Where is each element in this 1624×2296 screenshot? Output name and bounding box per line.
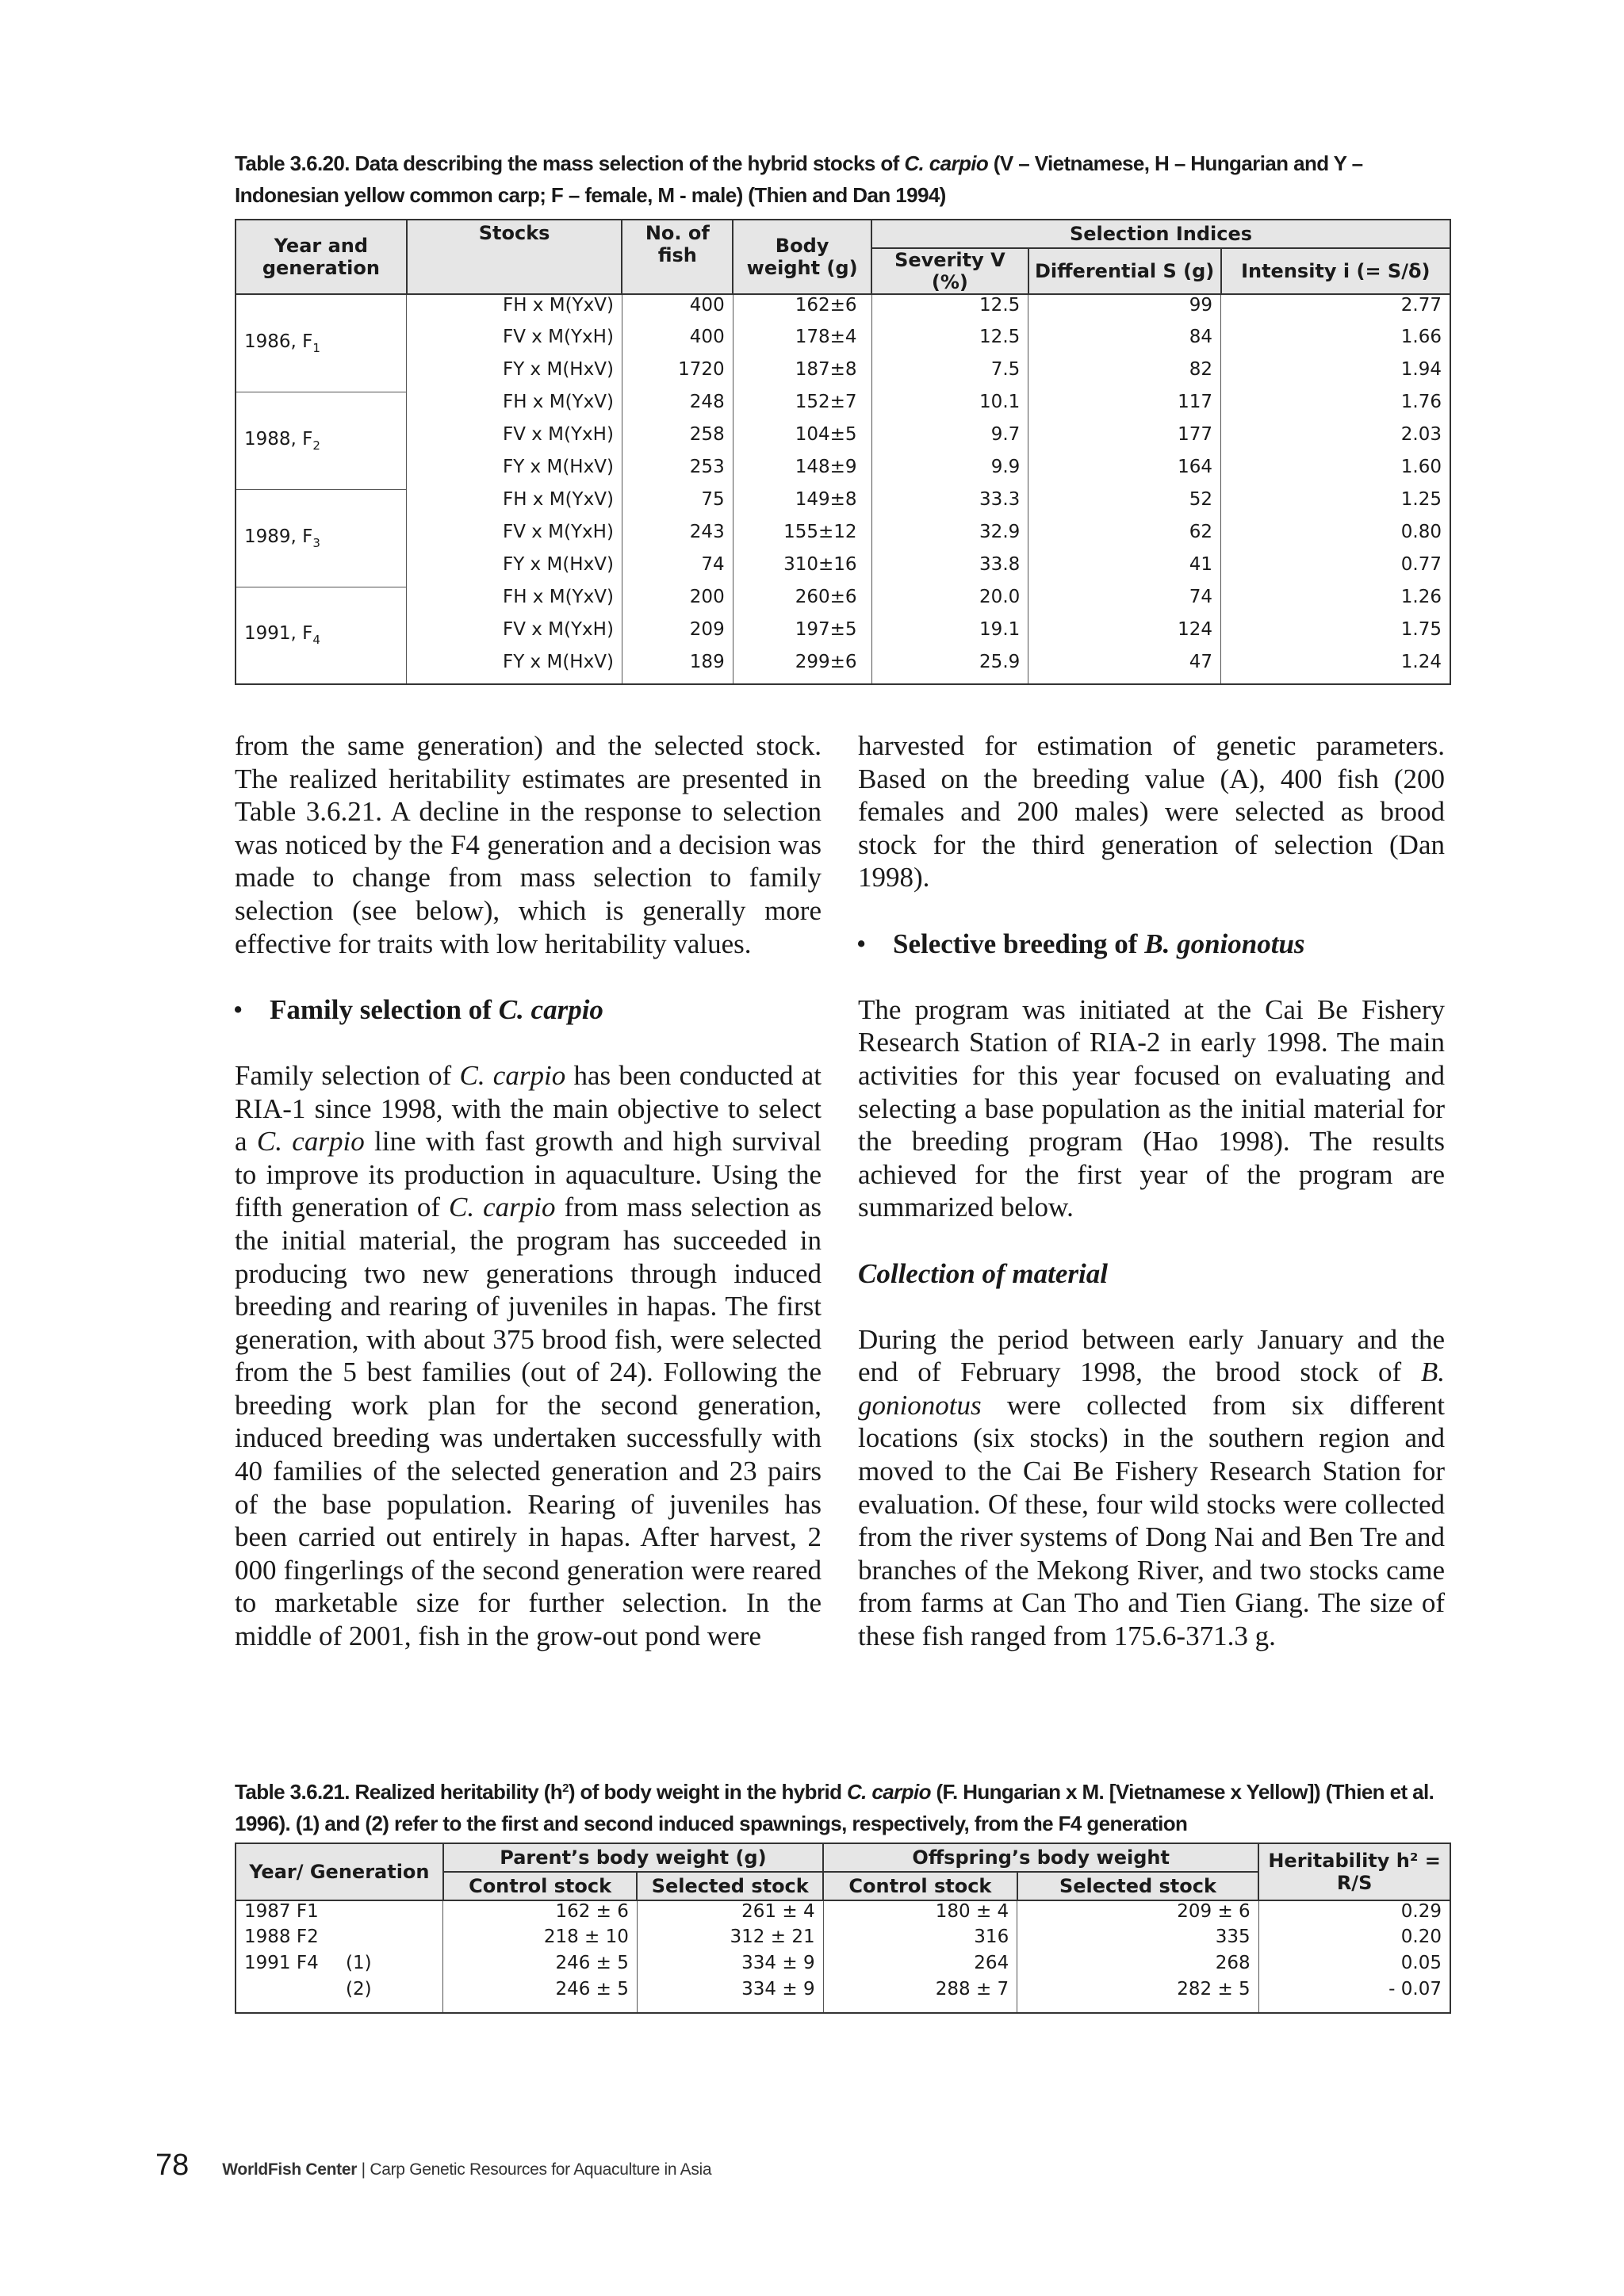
generation-subscript: 2	[312, 438, 320, 453]
body-weight-cell: 299±6	[733, 652, 871, 684]
heading-text: Family selection of	[270, 993, 499, 1025]
stock-cell: FY x M(HxV)	[407, 457, 622, 489]
table-row	[236, 359, 1450, 392]
table-row	[236, 489, 1450, 522]
table-row	[236, 1979, 1450, 2005]
heading-species: C. carpio	[498, 993, 603, 1025]
table-caption-3-6-20	[235, 147, 1440, 211]
paragraph: During the period between early January and the end of February 1998, the brood stock of B. gonionotus were collected from six different locations (six stocks) in the southern region and moved to the Cai Be Fishery Research Station for evaluation. Of these, four wild stocks were collected from the river systems of Dong Nai and Ben Tre and branches of the Mekong River, and two stocks came from farms at Can Tho and Tien Giang. The size of these fish ranged from 175.6-371.3 g.	[858, 1323, 1445, 1652]
parent-selected-cell: 312 ± 21	[637, 1927, 823, 1953]
offspring-selected-cell: 209 ± 6	[1017, 1900, 1258, 1927]
stock-cell: FH x M(YxV)	[407, 392, 622, 424]
severity-cell: 32.9	[871, 522, 1028, 554]
generation-subscript: 3	[312, 535, 320, 550]
section-heading-selective-breeding	[858, 928, 1445, 961]
paragraph: harvested for estimation of genetic parameters. Based on the breeding value (A), 400 fish (200 females and 200 males) were selected as brood stock for the third generation of selection (Dan 1998).	[858, 730, 1445, 894]
generation-subscript: 1	[312, 340, 320, 355]
header-selection-indices: Selection Indices	[871, 220, 1450, 248]
header-year-generation: Year and generation	[236, 220, 407, 294]
stock-cell: FV x M(YxH)	[407, 327, 622, 359]
fish-count-cell: 200	[622, 587, 733, 619]
right-text-column	[858, 729, 1445, 1653]
stock-cell: FV x M(YxH)	[407, 522, 622, 554]
stock-cell: FH x M(YxV)	[407, 489, 622, 522]
body-weight-cell: 178±4	[733, 327, 871, 359]
stock-cell: FH x M(YxV)	[407, 294, 622, 327]
body-weight-cell: 310±16	[733, 554, 871, 587]
header-differential: Differential S (g)	[1028, 248, 1221, 294]
intensity-cell: 1.26	[1221, 587, 1451, 619]
body-weight-cell: 104±5	[733, 424, 871, 457]
intensity-cell: 0.80	[1221, 522, 1451, 554]
severity-cell: 7.5	[871, 359, 1028, 392]
bullet-icon: •	[233, 993, 243, 1025]
parent-selected-cell: 334 ± 9	[637, 1953, 823, 1979]
intensity-cell: 1.24	[1221, 652, 1451, 684]
header-body-weight: Body weight (g)	[733, 220, 871, 294]
intensity-cell: 1.66	[1221, 327, 1451, 359]
heritability-cell: 0.20	[1258, 1927, 1450, 1953]
intensity-cell: 2.77	[1221, 294, 1451, 327]
heritability-cell: 0.29	[1258, 1900, 1450, 1927]
offspring-control-cell: 316	[823, 1927, 1017, 1953]
offspring-control-cell: 180 ± 4	[823, 1900, 1017, 1927]
table-row	[236, 1900, 1450, 1927]
table-caption-3-6-21: Table 3.6.21. Realized heritability $(h^2)$ of body weight in the hybrid C. carpio (F. Hungarian x M. [Vietnamese x Yellow]) (Thien et al. 1996). (1) and (2) refer to the first and second induced spawnings, respectively, from the F4 generation	[235, 1780, 1434, 1835]
fish-count-cell: 400	[622, 294, 733, 327]
year-generation-cell: 1986, $F_1$	[236, 294, 407, 392]
table-row	[236, 554, 1450, 587]
heading-species: B. gonionotus	[1144, 928, 1305, 959]
table-row	[236, 424, 1450, 457]
paragraph: The program was initiated at the Cai Be Fishery Research Station of RIA-2 in early 1998. The main activities for this year focused on evaluating and selecting a base population as the initial material for the breeding program (Hao 1998). The results achieved for the first year of the program are summarized below.	[858, 993, 1445, 1223]
caption-species: C. carpio	[904, 151, 989, 175]
fish-count-cell: 243	[622, 522, 733, 554]
generation-subscript: 4	[312, 633, 320, 648]
offspring-selected-cell: 268	[1017, 1953, 1258, 1979]
severity-cell: 25.9	[871, 652, 1028, 684]
offspring-selected-cell: 282 ± 5	[1017, 1979, 1258, 2005]
heritability-cell: - 0.07	[1258, 1979, 1450, 2005]
section-heading-family-selection	[235, 993, 822, 1027]
paragraph: Family selection of C. carpio has been conducted at RIA-1 since 1998, with the main objective to select a C. carpio line with fast growth and high survival to improve its production in aquaculture. Using the fifth generation of C. carpio from mass selection as the initial material, the program has succeeded in producing two new generations through induced breeding and rearing of juveniles in hapas. The first generation, with about 375 brood fish, were selected from the 5 best families (out of 24). Following the breeding work plan for the second generation, induced breeding was undertaken successfully with 40 families of the selected generation and 23 pairs of the base population. Rearing of juveniles has been carried out entirely in hapas. After harvest, 2 000 fingerlings of the second generation were reared to marketable size for further selection. In the middle of 2001, fish in the grow-out pond were	[235, 1059, 822, 1652]
differential-cell: 41	[1028, 554, 1221, 587]
caption-text: (V – Vietnamese, H – Hungarian and Y – Indonesian yellow common carp; F – female, M - male) (Thien and Dan 1994)	[235, 151, 1363, 207]
differential-cell: 47	[1028, 652, 1221, 684]
header-offspring-weight: Offspring’s body weight	[823, 1843, 1258, 1872]
stock-cell: FY x M(HxV)	[407, 554, 622, 587]
mass-selection-table	[235, 219, 1451, 685]
year-generation-cell: 1991, $F_4$	[236, 587, 407, 684]
differential-cell: 177	[1028, 424, 1221, 457]
footer-running-title: WorldFish Center | Carp Genetic Resources for Aquaculture in Asia	[222, 2160, 712, 2179]
intensity-cell: 1.75	[1221, 619, 1451, 652]
table-row	[236, 522, 1450, 554]
year-generation-cell: 1988 F2	[236, 1927, 443, 1953]
severity-cell: 33.3	[871, 489, 1028, 522]
table-row	[236, 457, 1450, 489]
stock-cell: FY x M(HxV)	[407, 359, 622, 392]
heading-text: Selective breeding of	[893, 928, 1145, 959]
paragraph: from the same generation) and the selected stock. The realized heritability estimates are presented in Table 3.6.21. A decline in the response to selection was noticed by the F4 generation and a decision was made to change from mass selection to family selection (see below), which is generally more effective for traits with low heritability values.	[235, 730, 822, 959]
fish-count-cell: 248	[622, 392, 733, 424]
severity-cell: 9.7	[871, 424, 1028, 457]
fish-count-cell: 400	[622, 327, 733, 359]
header-intensity: Intensity i (= S/δ)	[1221, 248, 1451, 294]
parent-selected-cell: 334 ± 9	[637, 1979, 823, 2005]
fish-count-cell: 74	[622, 554, 733, 587]
stock-cell: FH x M(YxV)	[407, 587, 622, 619]
differential-cell: 99	[1028, 294, 1221, 327]
differential-cell: 62	[1028, 522, 1221, 554]
header-selected-stock: Selected stock	[1017, 1872, 1258, 1900]
body-weight-cell: 155±12	[733, 522, 871, 554]
intensity-cell: 2.03	[1221, 424, 1451, 457]
severity-cell: 12.5	[871, 327, 1028, 359]
table-row	[236, 652, 1450, 684]
year-generation-cell: 1989, $F_3$	[236, 489, 407, 587]
fish-count-cell: 253	[622, 457, 733, 489]
intensity-cell: 0.77	[1221, 554, 1451, 587]
intensity-cell: 1.94	[1221, 359, 1451, 392]
header-selected-stock: Selected stock	[637, 1872, 823, 1900]
subheading-collection-of-material: Collection of material	[858, 1257, 1108, 1289]
year-generation-cell: 1988, $F_2$	[236, 392, 407, 489]
intensity-cell: 1.76	[1221, 392, 1451, 424]
caption-text: Table 3.6.20. Data describing the mass selection of the hybrid stocks of	[235, 151, 905, 175]
table-row	[236, 392, 1450, 424]
stock-cell: FV x M(YxH)	[407, 619, 622, 652]
fish-count-cell: 1720	[622, 359, 733, 392]
header-heritability: Heritability h² = R/S	[1258, 1843, 1450, 1900]
differential-cell: 52	[1028, 489, 1221, 522]
header-year-generation: Year/ Generation	[236, 1843, 443, 1900]
header-control-stock: Control stock	[823, 1872, 1017, 1900]
fish-count-cell: 209	[622, 619, 733, 652]
intensity-cell: 1.25	[1221, 489, 1451, 522]
stock-cell: FY x M(HxV)	[407, 652, 622, 684]
body-weight-cell: 152±7	[733, 392, 871, 424]
stock-cell: FV x M(YxH)	[407, 424, 622, 457]
table-row	[236, 587, 1450, 619]
table-row	[236, 1953, 1450, 1979]
parent-control-cell: 162 ± 6	[443, 1900, 638, 1927]
year-generation-cell: (2)	[236, 1979, 443, 2005]
severity-cell: 9.9	[871, 457, 1028, 489]
offspring-control-cell: 288 ± 7	[823, 1979, 1017, 2005]
parent-control-cell: 246 ± 5	[443, 1953, 638, 1979]
parent-control-cell: 246 ± 5	[443, 1979, 638, 2005]
severity-cell: 33.8	[871, 554, 1028, 587]
body-weight-cell: 187±8	[733, 359, 871, 392]
body-weight-cell: 197±5	[733, 619, 871, 652]
table-row	[236, 294, 1450, 327]
differential-cell: 82	[1028, 359, 1221, 392]
severity-cell: 10.1	[871, 392, 1028, 424]
fish-count-cell: 189	[622, 652, 733, 684]
offspring-selected-cell: 335	[1017, 1927, 1258, 1953]
table-row	[236, 1927, 1450, 1953]
severity-cell: 20.0	[871, 587, 1028, 619]
differential-cell: 84	[1028, 327, 1221, 359]
table-row	[236, 327, 1450, 359]
page-footer	[155, 2149, 711, 2183]
offspring-control-cell: 264	[823, 1953, 1017, 1979]
intensity-cell: 1.60	[1221, 457, 1451, 489]
body-weight-cell: 162±6	[733, 294, 871, 327]
page-number: 78	[155, 2149, 190, 2182]
header-parent-weight: Parent’s body weight (g)	[443, 1843, 823, 1872]
differential-cell: 74	[1028, 587, 1221, 619]
year-generation-cell: 1987 F1	[236, 1900, 443, 1927]
body-weight-cell: 148±9	[733, 457, 871, 489]
severity-cell: 19.1	[871, 619, 1028, 652]
fish-count-cell: 258	[622, 424, 733, 457]
header-no-of-fish: No. of fish	[622, 220, 733, 294]
parent-control-cell: 218 ± 10	[443, 1927, 638, 1953]
bullet-icon: •	[856, 928, 867, 959]
table-row	[236, 619, 1450, 652]
parent-selected-cell: 261 ± 4	[637, 1900, 823, 1927]
header-stocks: Stocks	[407, 220, 622, 294]
heritability-cell: 0.05	[1258, 1953, 1450, 1979]
body-weight-cell: 260±6	[733, 587, 871, 619]
differential-cell: 124	[1028, 619, 1221, 652]
differential-cell: 164	[1028, 457, 1221, 489]
heritability-table	[235, 1843, 1451, 2014]
fish-count-cell: 75	[622, 489, 733, 522]
differential-cell: 117	[1028, 392, 1221, 424]
body-weight-cell: 149±8	[733, 489, 871, 522]
year-generation-cell: 1991 F4 (1)	[236, 1953, 443, 1979]
header-severity: Severity V (%)	[871, 248, 1028, 294]
severity-cell: 12.5	[871, 294, 1028, 327]
left-text-column	[235, 729, 822, 1653]
header-control-stock: Control stock	[443, 1872, 638, 1900]
